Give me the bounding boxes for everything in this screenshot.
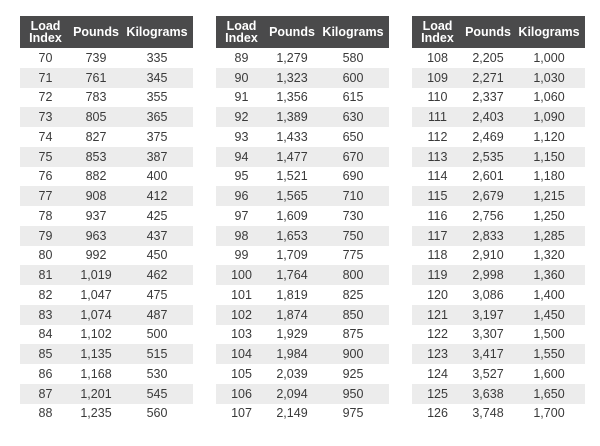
table-row — [412, 246, 585, 266]
pounds-cell: 1,709 — [276, 248, 308, 263]
pounds-cell: 2,337 — [472, 90, 504, 105]
table-row — [412, 285, 585, 305]
kilograms-cell: 650 — [342, 129, 364, 144]
kilograms-cell: 875 — [342, 327, 364, 342]
load-index-cell: 91 — [234, 90, 249, 105]
kilograms-cell: 412 — [121, 186, 193, 206]
kilograms-cell: 615 — [342, 90, 364, 105]
pounds-cell: 1,477 — [267, 147, 317, 167]
pounds-cell: 783 — [85, 90, 107, 105]
pounds-cell: 2,535 — [463, 147, 513, 167]
load-index-cell: 94 — [216, 147, 267, 167]
kilograms-cell: 630 — [317, 107, 389, 127]
table-row — [412, 88, 585, 108]
load-index-cell: 97 — [234, 208, 249, 223]
load-index-cell: 120 — [427, 287, 448, 302]
pounds-cell: 1,389 — [267, 107, 317, 127]
load-index-cell: 116 — [427, 208, 448, 223]
load-index-cell: 114 — [427, 169, 448, 184]
table-row — [412, 226, 585, 246]
kilograms-cell: 900 — [317, 344, 389, 364]
kilograms-cell: 1,400 — [533, 287, 565, 302]
table-row — [412, 206, 585, 226]
pounds-cell: 2,756 — [472, 208, 504, 223]
table-row — [216, 344, 389, 364]
pounds-cell: 827 — [85, 129, 107, 144]
load-index-cell: 113 — [412, 147, 463, 167]
header-load-index: Load Index — [412, 16, 463, 48]
load-index-cell: 70 — [38, 50, 53, 65]
pounds-cell: 3,527 — [472, 366, 504, 381]
table-row — [216, 285, 389, 305]
header-load-index: Load Index — [20, 16, 71, 48]
load-index-cell: 99 — [234, 248, 249, 263]
kilograms-cell: 600 — [317, 68, 389, 88]
pounds-cell: 2,271 — [463, 68, 513, 88]
pounds-cell: 739 — [85, 50, 107, 65]
header-kilograms: Kilograms — [317, 16, 389, 48]
kilograms-cell: 1,030 — [513, 68, 585, 88]
load-index-cell: 117 — [412, 226, 463, 246]
kilograms-cell: 750 — [317, 226, 389, 246]
table-row — [412, 344, 585, 364]
header-load-index: Load Index — [216, 16, 267, 48]
pounds-cell: 3,307 — [472, 327, 504, 342]
kilograms-cell: 1,150 — [513, 147, 585, 167]
load-index-cell: 102 — [216, 305, 267, 325]
load-index-cell: 121 — [412, 305, 463, 325]
table-row — [412, 68, 585, 88]
header-row — [20, 16, 193, 48]
table-row — [412, 147, 585, 167]
pounds-cell: 1,984 — [267, 344, 317, 364]
table-row — [20, 305, 193, 325]
pounds-cell: 1,764 — [267, 265, 317, 285]
table-row — [412, 384, 585, 404]
kilograms-cell: 1,060 — [533, 90, 565, 105]
load-index-cell: 126 — [427, 406, 448, 421]
table-row — [20, 325, 193, 345]
load-index-cell: 122 — [427, 327, 448, 342]
load-index-cell: 115 — [412, 186, 463, 206]
load-table — [20, 16, 193, 423]
kilograms-cell: 530 — [146, 366, 168, 381]
table-row — [412, 404, 585, 424]
load-index-cell: 110 — [427, 90, 448, 105]
load-index-cell: 104 — [216, 344, 267, 364]
table-row — [20, 265, 193, 285]
table-row — [20, 404, 193, 424]
table-row — [20, 167, 193, 187]
header-kilograms: Kilograms — [121, 16, 193, 48]
pounds-cell: 1,019 — [71, 265, 121, 285]
table-row — [20, 384, 193, 404]
table-row — [412, 265, 585, 285]
load-index-cell: 89 — [234, 50, 249, 65]
pounds-cell: 963 — [71, 226, 121, 246]
table-row — [20, 48, 193, 68]
load-index-cell: 80 — [38, 248, 53, 263]
load-index-cell: 95 — [234, 169, 249, 184]
table-row — [412, 325, 585, 345]
table-row — [216, 226, 389, 246]
load-index-cell: 90 — [216, 68, 267, 88]
table-row — [412, 364, 585, 384]
kilograms-cell: 1,285 — [513, 226, 585, 246]
load-index-cell: 103 — [231, 327, 252, 342]
load-index-cell: 98 — [216, 226, 267, 246]
kilograms-cell: 545 — [121, 384, 193, 404]
pounds-cell: 761 — [71, 68, 121, 88]
load-index-cell: 87 — [20, 384, 71, 404]
pounds-cell: 1,323 — [267, 68, 317, 88]
load-index-cell: 71 — [20, 68, 71, 88]
kilograms-cell: 730 — [342, 208, 364, 223]
pounds-cell: 2,601 — [472, 169, 504, 184]
table-row — [216, 186, 389, 206]
load-index-cell: 105 — [231, 366, 252, 381]
pounds-cell: 805 — [71, 107, 121, 127]
pounds-cell: 2,039 — [276, 366, 308, 381]
table-row — [20, 186, 193, 206]
kilograms-cell: 925 — [342, 366, 364, 381]
load-index-cell: 93 — [234, 129, 249, 144]
table-row — [20, 364, 193, 384]
table-row — [216, 325, 389, 345]
table-row — [412, 167, 585, 187]
load-table — [216, 16, 389, 423]
kilograms-cell: 950 — [317, 384, 389, 404]
kilograms-cell: 975 — [342, 406, 364, 421]
table-row — [412, 186, 585, 206]
table-row — [216, 305, 389, 325]
table-row — [412, 48, 585, 68]
pounds-cell: 1,168 — [80, 366, 112, 381]
load-index-cell: 85 — [20, 344, 71, 364]
kilograms-cell: 825 — [342, 287, 364, 302]
pounds-cell: 992 — [85, 248, 107, 263]
pounds-cell: 1,279 — [276, 50, 308, 65]
table-row — [20, 88, 193, 108]
load-index-cell: 88 — [38, 406, 53, 421]
pounds-cell: 2,403 — [463, 107, 513, 127]
pounds-cell: 1,135 — [71, 344, 121, 364]
table-row — [216, 68, 389, 88]
load-index-cell: 100 — [216, 265, 267, 285]
load-index-table-2 — [216, 16, 389, 423]
load-index-cell: 77 — [20, 186, 71, 206]
table-row — [216, 404, 389, 424]
load-index-cell: 109 — [412, 68, 463, 88]
pounds-cell: 882 — [85, 169, 107, 184]
load-index-cell: 79 — [20, 226, 71, 246]
pounds-cell: 2,469 — [472, 129, 504, 144]
header-kilograms: Kilograms — [513, 16, 585, 48]
table-row — [216, 265, 389, 285]
kilograms-cell: 1,120 — [533, 129, 565, 144]
kilograms-cell: 580 — [342, 50, 364, 65]
kilograms-cell: 800 — [317, 265, 389, 285]
table-row — [412, 107, 585, 127]
load-index-cell: 96 — [216, 186, 267, 206]
load-index-cell: 78 — [38, 208, 53, 223]
load-index-cell: 124 — [427, 366, 448, 381]
kilograms-cell: 690 — [342, 169, 364, 184]
kilograms-cell: 1,320 — [533, 248, 565, 263]
kilograms-cell: 355 — [146, 90, 168, 105]
kilograms-cell: 1,500 — [533, 327, 565, 342]
header-pounds: Pounds — [463, 16, 513, 48]
load-index-cell: 72 — [38, 90, 53, 105]
kilograms-cell: 345 — [121, 68, 193, 88]
kilograms-cell: 710 — [317, 186, 389, 206]
pounds-cell: 1,356 — [276, 90, 308, 105]
pounds-cell: 1,074 — [71, 305, 121, 325]
pounds-cell: 2,094 — [267, 384, 317, 404]
kilograms-cell: 500 — [146, 327, 168, 342]
load-index-cell: 92 — [216, 107, 267, 127]
kilograms-cell: 475 — [146, 287, 168, 302]
kilograms-cell: 515 — [121, 344, 193, 364]
table-row — [216, 206, 389, 226]
pounds-cell: 1,565 — [267, 186, 317, 206]
pounds-cell: 2,205 — [472, 50, 504, 65]
table-row — [20, 285, 193, 305]
load-table — [412, 16, 585, 423]
pounds-cell: 2,679 — [463, 186, 513, 206]
pounds-cell: 1,521 — [276, 169, 308, 184]
pounds-cell: 3,638 — [463, 384, 513, 404]
table-row — [20, 246, 193, 266]
pounds-cell: 3,086 — [472, 287, 504, 302]
kilograms-cell: 375 — [146, 129, 168, 144]
kilograms-cell: 1,600 — [533, 366, 565, 381]
kilograms-cell: 1,700 — [533, 406, 565, 421]
pounds-cell: 2,998 — [463, 265, 513, 285]
load-index-cell: 81 — [20, 265, 71, 285]
load-index-cell: 125 — [412, 384, 463, 404]
header-pounds: Pounds — [267, 16, 317, 48]
pounds-cell: 853 — [71, 147, 121, 167]
table-row — [216, 246, 389, 266]
pounds-cell: 1,235 — [80, 406, 112, 421]
kilograms-cell: 450 — [146, 248, 168, 263]
kilograms-cell: 1,250 — [533, 208, 565, 223]
pounds-cell: 3,197 — [463, 305, 513, 325]
table-row — [216, 384, 389, 404]
kilograms-cell: 425 — [146, 208, 168, 223]
load-index-cell: 76 — [38, 169, 53, 184]
kilograms-cell: 1,450 — [513, 305, 585, 325]
kilograms-cell: 850 — [317, 305, 389, 325]
table-row — [20, 68, 193, 88]
table-row — [20, 147, 193, 167]
kilograms-cell: 1,180 — [533, 169, 565, 184]
kilograms-cell: 1,000 — [533, 50, 565, 65]
table-row — [216, 107, 389, 127]
table-row — [20, 127, 193, 147]
load-index-cell: 83 — [20, 305, 71, 325]
pounds-cell: 2,833 — [463, 226, 513, 246]
table-row — [216, 147, 389, 167]
pounds-cell: 1,201 — [71, 384, 121, 404]
table-row — [412, 305, 585, 325]
pounds-cell: 1,047 — [80, 287, 112, 302]
header-row — [216, 16, 389, 48]
kilograms-cell: 365 — [121, 107, 193, 127]
load-index-cell: 108 — [427, 50, 448, 65]
kilograms-cell: 775 — [342, 248, 364, 263]
table-row — [20, 206, 193, 226]
table-row — [20, 107, 193, 127]
pounds-cell: 2,910 — [472, 248, 504, 263]
pounds-cell: 908 — [71, 186, 121, 206]
header-pounds: Pounds — [71, 16, 121, 48]
load-index-cell: 111 — [412, 107, 463, 127]
pounds-cell: 1,653 — [267, 226, 317, 246]
table-row — [20, 226, 193, 246]
pounds-cell: 3,417 — [463, 344, 513, 364]
load-index-cell: 73 — [20, 107, 71, 127]
kilograms-cell: 487 — [121, 305, 193, 325]
header-row — [412, 16, 585, 48]
table-row — [20, 344, 193, 364]
kilograms-cell: 1,650 — [513, 384, 585, 404]
pounds-cell: 2,149 — [276, 406, 308, 421]
kilograms-cell: 1,215 — [513, 186, 585, 206]
load-index-cell: 86 — [38, 366, 53, 381]
table-row — [216, 88, 389, 108]
pounds-cell: 1,929 — [276, 327, 308, 342]
pounds-cell: 3,748 — [472, 406, 504, 421]
pounds-cell: 937 — [85, 208, 107, 223]
table-row — [216, 364, 389, 384]
table-row — [412, 127, 585, 147]
pounds-cell: 1,102 — [80, 327, 112, 342]
table-row — [216, 48, 389, 68]
load-index-table-3 — [412, 16, 585, 423]
kilograms-cell: 437 — [121, 226, 193, 246]
load-index-cell: 106 — [216, 384, 267, 404]
pounds-cell: 1,609 — [276, 208, 308, 223]
kilograms-cell: 1,550 — [513, 344, 585, 364]
kilograms-cell: 560 — [146, 406, 168, 421]
load-index-cell: 84 — [38, 327, 53, 342]
kilograms-cell: 1,090 — [513, 107, 585, 127]
kilograms-cell: 387 — [121, 147, 193, 167]
load-index-cell: 112 — [427, 129, 448, 144]
load-index-cell: 119 — [412, 265, 463, 285]
kilograms-cell: 1,360 — [513, 265, 585, 285]
load-index-cell: 101 — [231, 287, 252, 302]
pounds-cell: 1,819 — [276, 287, 308, 302]
kilograms-cell: 400 — [146, 169, 168, 184]
load-index-table-1 — [20, 16, 193, 423]
load-index-cell: 75 — [20, 147, 71, 167]
load-index-cell: 74 — [38, 129, 53, 144]
load-index-cell: 123 — [412, 344, 463, 364]
pounds-cell: 1,874 — [267, 305, 317, 325]
kilograms-cell: 335 — [146, 50, 168, 65]
load-index-cell: 82 — [38, 287, 53, 302]
table-row — [216, 167, 389, 187]
kilograms-cell: 462 — [121, 265, 193, 285]
kilograms-cell: 670 — [317, 147, 389, 167]
pounds-cell: 1,433 — [276, 129, 308, 144]
table-row — [216, 127, 389, 147]
load-index-cell: 107 — [231, 406, 252, 421]
load-index-cell: 118 — [427, 248, 448, 263]
